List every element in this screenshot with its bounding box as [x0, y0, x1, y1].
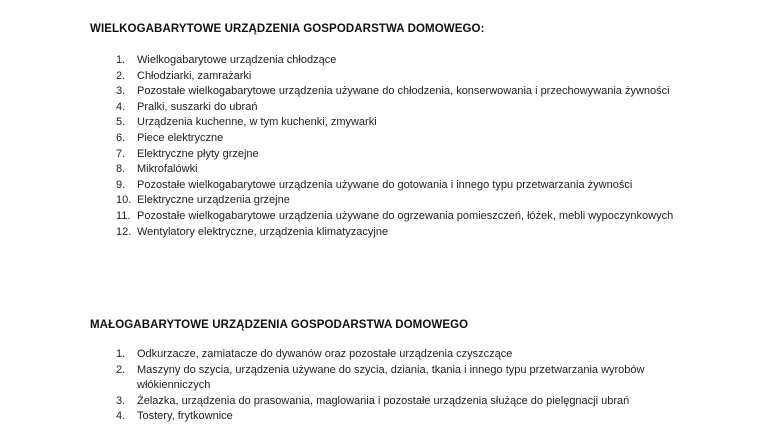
item-text: Chłodziarki, zamrażarki: [137, 69, 252, 82]
item-number: 10.: [116, 194, 132, 207]
list-item: [116, 363, 696, 394]
item-number: 11.: [116, 209, 131, 222]
item-number: 1.: [116, 54, 126, 66]
list-item: [116, 84, 696, 100]
item-text: Pozostałe wielkogabarytowe urządzenia używane do chłodzenia, konserwowania i przechowywania żywności: [137, 85, 670, 98]
item-number: 4.: [116, 410, 126, 423]
list-item: [116, 193, 696, 209]
item-text: Piece elektryczne: [137, 131, 224, 144]
list-item: [116, 209, 696, 225]
item-number: 4.: [116, 100, 126, 113]
list-item: [116, 225, 696, 241]
list-item: [116, 131, 696, 147]
item-number: 1.: [116, 348, 126, 360]
item-text: Pozostałe wielkogabarytowe urządzenia używane do ogrzewania pomieszczeń, łóżek, mebli wypoczynkowych: [137, 209, 674, 222]
item-text: Mikrofalówki: [137, 163, 198, 176]
section-heading-large-appliances: WIELKOGABARYTOWE URZĄDZENIA GOSPODARSTWA DOMOWEGO:: [90, 23, 485, 35]
item-number: 3.: [116, 85, 126, 98]
item-text: Tostery, frytkownice: [137, 410, 233, 423]
list-item: [116, 147, 696, 163]
large-appliances-list: [116, 53, 696, 240]
list-item: [116, 162, 696, 178]
list-item: [116, 409, 696, 425]
list-item: [116, 100, 696, 116]
item-number: 5.: [116, 116, 126, 129]
item-number: 3.: [116, 394, 126, 407]
item-number: 6.: [116, 131, 126, 144]
item-text: Elektryczne płyty grzejne: [137, 147, 259, 160]
list-item: [116, 53, 696, 69]
item-number: 2.: [116, 363, 126, 376]
item-text: Urządzenia kuchenne, w tym kuchenki, zmywarki: [137, 116, 377, 129]
list-item: [116, 347, 696, 363]
item-number: 8.: [116, 163, 126, 176]
item-text: Maszyny do szycia, urządzenia używane do szycia, dziania, tkania i innego typu przetwarzania wyrobów włókienniczych: [137, 363, 645, 392]
list-item: [116, 178, 696, 194]
item-number: 9.: [116, 178, 126, 191]
item-text: Odkurzacze, zamiatacze do dywanów oraz pozostałe urządzenia czyszczące: [137, 348, 513, 360]
section-heading-small-appliances: MAŁOGABARYTOWE URZĄDZENIA GOSPODARSTWA DOMOWEGO: [90, 319, 469, 331]
small-appliances-list: [116, 347, 696, 425]
item-text: Wielkogabarytowe urządzenia chłodzące: [137, 54, 337, 66]
item-number: 12.: [116, 225, 132, 238]
item-text: Żelazka, urządzenia do prasowania, maglowania i pozostałe urządzenia służące do pielęgnacji ubrań: [137, 394, 630, 407]
list-item: [116, 115, 696, 131]
item-text: Pralki, suszarki do ubrań: [137, 100, 258, 113]
list-item: [116, 69, 696, 85]
list-item: [116, 394, 696, 410]
item-text: Wentylatory elektryczne, urządzenia klimatyzacyjne: [137, 225, 389, 238]
item-text: Elektryczne urządzenia grzejne: [137, 194, 290, 207]
item-number: 2.: [116, 69, 126, 82]
item-number: 7.: [116, 147, 126, 160]
item-text: Pozostałe wielkogabarytowe urządzenia używane do gotowania i innego typu przetwarzania żywności: [137, 178, 633, 191]
